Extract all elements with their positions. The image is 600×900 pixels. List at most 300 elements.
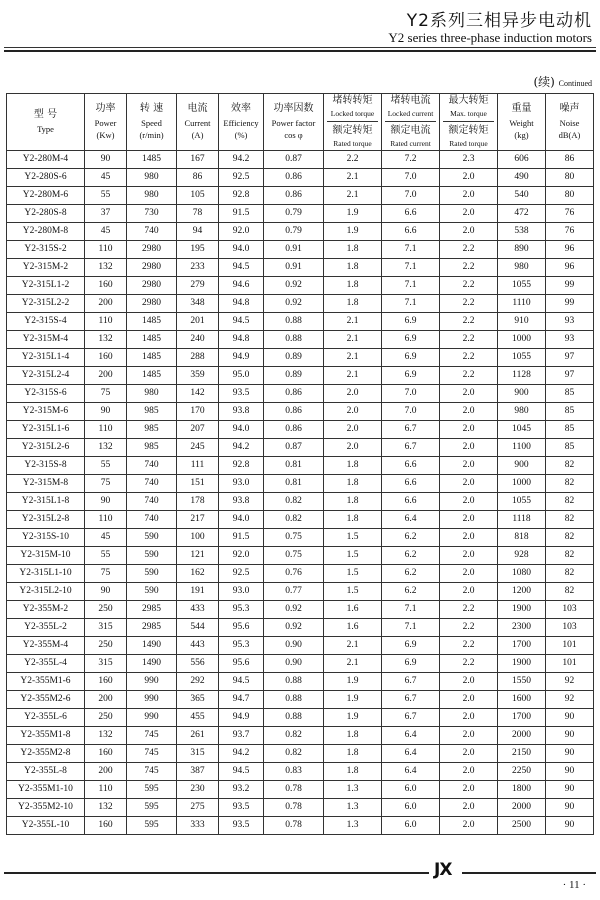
cell-type: Y2-315S-2 xyxy=(7,240,85,258)
cell-current: 261 xyxy=(177,726,219,744)
cell-type: Y2-315L1-6 xyxy=(7,420,85,438)
cell-power: 75 xyxy=(85,384,127,402)
cell-current: 86 xyxy=(177,168,219,186)
cell-noise: 82 xyxy=(546,546,594,564)
col-speed-unit: (r/min) xyxy=(139,130,164,141)
cell-speed: 1485 xyxy=(127,312,177,330)
cell-efficiency: 94.9 xyxy=(219,348,264,366)
cell-locked-torque-ratio: 2.1 xyxy=(324,186,382,204)
cell-locked-torque-ratio: 1.9 xyxy=(324,672,382,690)
cell-type: Y2-355M2-10 xyxy=(7,798,85,816)
cell-speed: 2985 xyxy=(127,618,177,636)
cell-speed: 985 xyxy=(127,438,177,456)
cell-power-factor: 0.82 xyxy=(264,492,324,510)
cell-efficiency: 93.5 xyxy=(219,384,264,402)
cell-noise: 101 xyxy=(546,654,594,672)
cell-current: 333 xyxy=(177,816,219,834)
cell-locked-current-ratio: 7.1 xyxy=(382,600,440,618)
cell-locked-current-ratio: 6.6 xyxy=(382,456,440,474)
cell-power: 315 xyxy=(85,654,127,672)
cell-noise: 85 xyxy=(546,438,594,456)
cell-weight: 928 xyxy=(498,546,546,564)
cell-speed: 985 xyxy=(127,420,177,438)
page-title-cn: Y2系列三相异步电动机 xyxy=(406,11,592,31)
cell-type: Y2-315M-10 xyxy=(7,546,85,564)
cell-locked-current-ratio: 6.4 xyxy=(382,510,440,528)
cell-current: 195 xyxy=(177,240,219,258)
cell-efficiency: 94.5 xyxy=(219,672,264,690)
cell-locked-torque-ratio: 1.3 xyxy=(324,798,382,816)
col-efficiency-en: Efficiency xyxy=(223,117,259,128)
cell-noise: 85 xyxy=(546,402,594,420)
cell-speed: 2980 xyxy=(127,276,177,294)
cell-current: 544 xyxy=(177,618,219,636)
table-row xyxy=(7,780,594,798)
cell-power: 37 xyxy=(85,204,127,222)
table-row xyxy=(7,312,594,330)
cell-efficiency: 94.0 xyxy=(219,420,264,438)
cell-power: 45 xyxy=(85,222,127,240)
col-locked-torque-en2: Rated torque xyxy=(333,138,372,148)
col-power-unit: (Kw) xyxy=(96,130,115,141)
cell-speed: 595 xyxy=(127,780,177,798)
col-locked-torque-cn: 堵转转矩 xyxy=(332,95,373,106)
cell-power-factor: 0.92 xyxy=(264,600,324,618)
cell-current: 348 xyxy=(177,294,219,312)
cell-max-torque-ratio: 2.0 xyxy=(440,510,498,528)
cell-current: 170 xyxy=(177,402,219,420)
cell-power-factor: 0.75 xyxy=(264,528,324,546)
cell-speed: 745 xyxy=(127,726,177,744)
cell-power-factor: 0.88 xyxy=(264,672,324,690)
cell-weight: 1600 xyxy=(498,690,546,708)
cell-power-factor: 0.89 xyxy=(264,348,324,366)
cell-weight: 1128 xyxy=(498,366,546,384)
cell-type: Y2-355M-2 xyxy=(7,600,85,618)
cell-max-torque-ratio: 2.0 xyxy=(440,798,498,816)
cell-power-factor: 0.91 xyxy=(264,258,324,276)
cell-current: 433 xyxy=(177,600,219,618)
cell-power: 75 xyxy=(85,564,127,582)
cell-locked-current-ratio: 6.4 xyxy=(382,726,440,744)
cell-power: 75 xyxy=(85,474,127,492)
motor-spec-table xyxy=(6,93,594,835)
cell-locked-torque-ratio: 1.8 xyxy=(324,510,382,528)
col-power-factor-cn: 功率因数 xyxy=(273,103,314,115)
cell-locked-current-ratio: 6.9 xyxy=(382,330,440,348)
cell-efficiency: 93.7 xyxy=(219,726,264,744)
cell-efficiency: 94.0 xyxy=(219,510,264,528)
cell-noise: 103 xyxy=(546,618,594,636)
cell-power: 45 xyxy=(85,168,127,186)
col-max-torque-cn: 最大转矩 xyxy=(448,95,489,106)
cell-current: 230 xyxy=(177,780,219,798)
table-row xyxy=(7,384,594,402)
table-row xyxy=(7,330,594,348)
table-row xyxy=(7,438,594,456)
cell-noise: 99 xyxy=(546,294,594,312)
cell-noise: 90 xyxy=(546,726,594,744)
page-number: · 11 · xyxy=(562,879,586,891)
cell-speed: 740 xyxy=(127,474,177,492)
cell-weight: 538 xyxy=(498,222,546,240)
cell-locked-torque-ratio: 2.2 xyxy=(324,150,382,168)
cell-type: Y2-355L-6 xyxy=(7,708,85,726)
cell-locked-current-ratio: 7.1 xyxy=(382,294,440,312)
cell-power-factor: 0.79 xyxy=(264,222,324,240)
cell-power-factor: 0.87 xyxy=(264,438,324,456)
cell-power: 110 xyxy=(85,780,127,798)
cell-weight: 2300 xyxy=(498,618,546,636)
cell-type: Y2-315L2-4 xyxy=(7,366,85,384)
cell-weight: 1045 xyxy=(498,420,546,438)
cell-power-factor: 0.79 xyxy=(264,204,324,222)
cell-current: 387 xyxy=(177,762,219,780)
cell-noise: 97 xyxy=(546,348,594,366)
cell-weight: 1055 xyxy=(498,492,546,510)
cell-type: Y2-315M-8 xyxy=(7,474,85,492)
cell-max-torque-ratio: 2.0 xyxy=(440,456,498,474)
cell-type: Y2-355M1-6 xyxy=(7,672,85,690)
cell-current: 365 xyxy=(177,690,219,708)
cell-type: Y2-315L2-8 xyxy=(7,510,85,528)
cell-weight: 1080 xyxy=(498,564,546,582)
table-row xyxy=(7,168,594,186)
cell-locked-current-ratio: 6.2 xyxy=(382,528,440,546)
table-row xyxy=(7,582,594,600)
cell-current: 191 xyxy=(177,582,219,600)
cell-locked-torque-ratio: 1.3 xyxy=(324,816,382,834)
cell-locked-current-ratio: 6.7 xyxy=(382,672,440,690)
cell-locked-torque-ratio: 1.9 xyxy=(324,204,382,222)
cell-efficiency: 94.2 xyxy=(219,438,264,456)
cell-max-torque-ratio: 2.0 xyxy=(440,780,498,798)
cell-weight: 472 xyxy=(498,204,546,222)
col-weight-cn: 重量 xyxy=(511,103,532,115)
fraction-rule xyxy=(327,121,378,122)
table-row xyxy=(7,816,594,834)
cell-speed: 1485 xyxy=(127,366,177,384)
cell-current: 443 xyxy=(177,636,219,654)
cell-power-factor: 0.89 xyxy=(264,366,324,384)
cell-max-torque-ratio: 2.2 xyxy=(440,294,498,312)
table-row xyxy=(7,186,594,204)
cell-type: Y2-280S-6 xyxy=(7,168,85,186)
cell-efficiency: 93.5 xyxy=(219,798,264,816)
cell-efficiency: 94.8 xyxy=(219,330,264,348)
cell-speed: 1490 xyxy=(127,654,177,672)
cell-max-torque-ratio: 2.2 xyxy=(440,366,498,384)
cell-locked-torque-ratio: 1.9 xyxy=(324,708,382,726)
cell-efficiency: 92.8 xyxy=(219,456,264,474)
cell-locked-torque-ratio: 2.1 xyxy=(324,636,382,654)
cell-efficiency: 93.2 xyxy=(219,780,264,798)
cell-noise: 80 xyxy=(546,168,594,186)
cell-efficiency: 92.0 xyxy=(219,546,264,564)
cell-locked-current-ratio: 7.0 xyxy=(382,186,440,204)
cell-current: 240 xyxy=(177,330,219,348)
cell-efficiency: 92.0 xyxy=(219,222,264,240)
cell-power-factor: 0.88 xyxy=(264,690,324,708)
cell-efficiency: 94.5 xyxy=(219,762,264,780)
cell-weight: 2250 xyxy=(498,762,546,780)
cell-power-factor: 0.90 xyxy=(264,654,324,672)
col-power-cn: 功率 xyxy=(95,103,116,115)
cell-weight: 606 xyxy=(498,150,546,168)
table-row xyxy=(7,618,594,636)
cell-current: 556 xyxy=(177,654,219,672)
cell-current: 178 xyxy=(177,492,219,510)
cell-current: 151 xyxy=(177,474,219,492)
table-row xyxy=(7,636,594,654)
col-noise xyxy=(546,94,594,151)
cell-max-torque-ratio: 2.2 xyxy=(440,330,498,348)
table-row xyxy=(7,708,594,726)
continued-label xyxy=(533,73,592,90)
cell-current: 288 xyxy=(177,348,219,366)
cell-power: 160 xyxy=(85,348,127,366)
cell-locked-torque-ratio: 1.8 xyxy=(324,744,382,762)
cell-weight: 540 xyxy=(498,186,546,204)
cell-current: 207 xyxy=(177,420,219,438)
cell-speed: 590 xyxy=(127,582,177,600)
col-power-factor xyxy=(264,94,324,151)
cell-locked-current-ratio: 7.0 xyxy=(382,384,440,402)
cell-noise: 90 xyxy=(546,816,594,834)
cell-weight: 2500 xyxy=(498,816,546,834)
cell-locked-torque-ratio: 2.1 xyxy=(324,312,382,330)
cell-max-torque-ratio: 2.2 xyxy=(440,654,498,672)
table-row xyxy=(7,456,594,474)
cell-locked-torque-ratio: 1.6 xyxy=(324,600,382,618)
col-power xyxy=(85,94,127,151)
cell-power-factor: 0.81 xyxy=(264,474,324,492)
cell-current: 121 xyxy=(177,546,219,564)
cell-locked-torque-ratio: 2.1 xyxy=(324,654,382,672)
cell-current: 162 xyxy=(177,564,219,582)
cell-power-factor: 0.87 xyxy=(264,150,324,168)
cell-type: Y2-355M1-10 xyxy=(7,780,85,798)
cell-locked-current-ratio: 6.9 xyxy=(382,348,440,366)
cell-locked-current-ratio: 7.0 xyxy=(382,402,440,420)
cell-power: 160 xyxy=(85,816,127,834)
cell-locked-torque-ratio: 2.1 xyxy=(324,366,382,384)
cell-speed: 1490 xyxy=(127,636,177,654)
cell-current: 100 xyxy=(177,528,219,546)
col-locked-current xyxy=(382,94,440,151)
cell-current: 292 xyxy=(177,672,219,690)
table-row xyxy=(7,258,594,276)
table-row xyxy=(7,564,594,582)
cell-locked-current-ratio: 6.7 xyxy=(382,420,440,438)
cell-weight: 1900 xyxy=(498,600,546,618)
cell-noise: 86 xyxy=(546,150,594,168)
cell-type: Y2-355L-8 xyxy=(7,762,85,780)
cell-power-factor: 0.77 xyxy=(264,582,324,600)
table-row xyxy=(7,528,594,546)
cell-power: 90 xyxy=(85,492,127,510)
cell-speed: 2980 xyxy=(127,240,177,258)
cell-current: 217 xyxy=(177,510,219,528)
cell-current: 201 xyxy=(177,312,219,330)
cell-locked-current-ratio: 6.7 xyxy=(382,690,440,708)
cell-noise: 93 xyxy=(546,312,594,330)
col-locked-current-cn2: 额定电流 xyxy=(390,125,431,137)
cell-current: 245 xyxy=(177,438,219,456)
col-power-factor-unit: cos φ xyxy=(284,130,303,141)
cell-power: 110 xyxy=(85,420,127,438)
cell-noise: 82 xyxy=(546,474,594,492)
cell-weight: 1900 xyxy=(498,654,546,672)
cell-noise: 92 xyxy=(546,690,594,708)
cell-efficiency: 94.7 xyxy=(219,690,264,708)
cell-power: 250 xyxy=(85,708,127,726)
cell-efficiency: 94.5 xyxy=(219,312,264,330)
col-current-cn: 电流 xyxy=(187,103,208,115)
cell-power: 132 xyxy=(85,726,127,744)
cell-weight: 1000 xyxy=(498,330,546,348)
cell-current: 233 xyxy=(177,258,219,276)
cell-locked-torque-ratio: 1.8 xyxy=(324,762,382,780)
cell-power-factor: 0.78 xyxy=(264,798,324,816)
cell-max-torque-ratio: 2.0 xyxy=(440,816,498,834)
cell-efficiency: 91.5 xyxy=(219,204,264,222)
table-row xyxy=(7,672,594,690)
cell-power: 160 xyxy=(85,744,127,762)
cell-speed: 980 xyxy=(127,168,177,186)
table-row xyxy=(7,474,594,492)
cell-type: Y2-315S-4 xyxy=(7,312,85,330)
cell-noise: 90 xyxy=(546,744,594,762)
cell-power-factor: 0.88 xyxy=(264,312,324,330)
cell-speed: 590 xyxy=(127,564,177,582)
cell-noise: 96 xyxy=(546,240,594,258)
col-current-unit: (A) xyxy=(191,130,204,141)
table-row xyxy=(7,798,594,816)
cell-power: 132 xyxy=(85,330,127,348)
table-row xyxy=(7,654,594,672)
cell-max-torque-ratio: 2.0 xyxy=(440,168,498,186)
cell-efficiency: 93.5 xyxy=(219,816,264,834)
cell-current: 315 xyxy=(177,744,219,762)
cell-max-torque-ratio: 2.2 xyxy=(440,312,498,330)
cell-efficiency: 94.6 xyxy=(219,276,264,294)
page-title-en: Y2 series three-phase induction motors xyxy=(388,30,592,45)
cell-locked-torque-ratio: 2.0 xyxy=(324,420,382,438)
cell-power: 200 xyxy=(85,762,127,780)
cell-type: Y2-355M1-8 xyxy=(7,726,85,744)
cell-type: Y2-315M-4 xyxy=(7,330,85,348)
cell-power: 160 xyxy=(85,276,127,294)
table-row xyxy=(7,366,594,384)
cell-power-factor: 0.91 xyxy=(264,240,324,258)
cell-speed: 740 xyxy=(127,456,177,474)
cell-efficiency: 93.0 xyxy=(219,582,264,600)
cell-weight: 900 xyxy=(498,384,546,402)
cell-noise: 82 xyxy=(546,456,594,474)
cell-power: 55 xyxy=(85,546,127,564)
cell-noise: 90 xyxy=(546,708,594,726)
cell-power: 90 xyxy=(85,582,127,600)
table-row xyxy=(7,276,594,294)
cell-type: Y2-315L1-2 xyxy=(7,276,85,294)
col-power-en: Power xyxy=(94,117,117,128)
table-row xyxy=(7,348,594,366)
cell-efficiency: 92.5 xyxy=(219,564,264,582)
table-row xyxy=(7,222,594,240)
col-power-factor-en: Power factor xyxy=(271,117,316,128)
cell-weight: 980 xyxy=(498,402,546,420)
cell-power: 250 xyxy=(85,600,127,618)
col-speed-en: Speed xyxy=(141,117,162,128)
cell-power: 45 xyxy=(85,528,127,546)
cell-noise: 103 xyxy=(546,600,594,618)
cell-max-torque-ratio: 2.0 xyxy=(440,690,498,708)
cell-type: Y2-315L2-2 xyxy=(7,294,85,312)
cell-efficiency: 94.8 xyxy=(219,294,264,312)
table-body xyxy=(7,150,594,834)
cell-locked-torque-ratio: 1.8 xyxy=(324,258,382,276)
footer-rule-right xyxy=(462,872,596,874)
cell-locked-current-ratio: 6.6 xyxy=(382,474,440,492)
cell-max-torque-ratio: 2.0 xyxy=(440,528,498,546)
col-locked-torque-cn2: 额定转矩 xyxy=(332,125,373,137)
cell-efficiency: 93.8 xyxy=(219,402,264,420)
table-row xyxy=(7,402,594,420)
cell-max-torque-ratio: 2.0 xyxy=(440,708,498,726)
cell-locked-current-ratio: 6.9 xyxy=(382,366,440,384)
fraction-rule xyxy=(443,121,494,122)
cell-speed: 2980 xyxy=(127,294,177,312)
cell-locked-torque-ratio: 1.8 xyxy=(324,294,382,312)
col-locked-torque-en: Locked torque xyxy=(330,108,375,118)
cell-max-torque-ratio: 2.0 xyxy=(440,726,498,744)
cell-locked-torque-ratio: 1.5 xyxy=(324,546,382,564)
cell-weight: 1200 xyxy=(498,582,546,600)
cell-noise: 82 xyxy=(546,582,594,600)
col-noise-cn: 噪声 xyxy=(559,103,580,115)
cell-locked-current-ratio: 6.4 xyxy=(382,744,440,762)
cell-locked-current-ratio: 7.1 xyxy=(382,240,440,258)
cell-efficiency: 93.8 xyxy=(219,492,264,510)
cell-max-torque-ratio: 2.0 xyxy=(440,438,498,456)
cell-power-factor: 0.86 xyxy=(264,420,324,438)
cell-current: 78 xyxy=(177,204,219,222)
table-row xyxy=(7,762,594,780)
cell-noise: 96 xyxy=(546,258,594,276)
col-speed-cn: 转 速 xyxy=(139,103,164,115)
cell-locked-current-ratio: 6.6 xyxy=(382,492,440,510)
cell-weight: 1800 xyxy=(498,780,546,798)
cell-type: Y2-355L-2 xyxy=(7,618,85,636)
cell-locked-torque-ratio: 1.3 xyxy=(324,780,382,798)
cell-weight: 1118 xyxy=(498,510,546,528)
cell-locked-torque-ratio: 1.6 xyxy=(324,618,382,636)
cell-efficiency: 94.2 xyxy=(219,744,264,762)
cell-power-factor: 0.82 xyxy=(264,744,324,762)
cell-max-torque-ratio: 2.0 xyxy=(440,546,498,564)
cell-type: Y2-280M-6 xyxy=(7,186,85,204)
header-rule-thick xyxy=(4,50,596,52)
cell-max-torque-ratio: 2.0 xyxy=(440,492,498,510)
cell-max-torque-ratio: 2.0 xyxy=(440,384,498,402)
cell-locked-current-ratio: 6.7 xyxy=(382,708,440,726)
cell-speed: 745 xyxy=(127,762,177,780)
cell-locked-torque-ratio: 1.5 xyxy=(324,582,382,600)
cell-locked-current-ratio: 6.4 xyxy=(382,762,440,780)
cell-current: 94 xyxy=(177,222,219,240)
cell-speed: 980 xyxy=(127,186,177,204)
